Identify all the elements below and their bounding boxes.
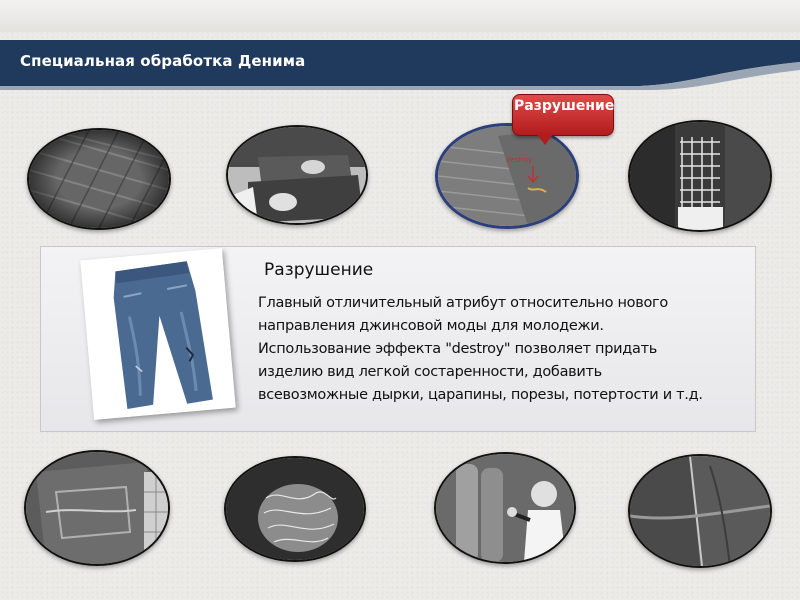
thumbnail-denim-texture[interactable] [27, 128, 171, 230]
content-heading: Разрушение [264, 260, 374, 280]
thumbnail-denim-seams[interactable] [628, 454, 772, 568]
header-band [0, 0, 800, 100]
content-line: Главный отличительный атрибут относительно нового [258, 295, 668, 311]
thumbnail-frayed-denim[interactable] [224, 456, 366, 562]
thumbnail-hands-processing[interactable] [226, 125, 368, 225]
content-body [258, 292, 748, 407]
svg-text:destroy: destroy [506, 156, 533, 164]
jeans-photo [80, 248, 235, 420]
callout-label: Разрушение [514, 98, 615, 114]
thumbnail-worker-spraying[interactable] [434, 452, 576, 564]
callout-tail [536, 133, 554, 145]
content-line: всевозможные дырки, царапины, порезы, потертости и т.д. [258, 387, 703, 403]
thumbnail-destroyed-denim[interactable] [435, 123, 579, 229]
page-title: Специальная обработка Денима [20, 52, 306, 70]
content-line: изделию вид легкой состаренности, добавить [258, 364, 602, 380]
thumbnail-denim-grid-rack[interactable] [628, 120, 772, 232]
thumbnail-jeans-pocket[interactable] [24, 450, 170, 566]
content-line: Использование эффекта "destroy" позволяет придать [258, 341, 657, 357]
content-line: направления джинсовой моды для молодежи. [258, 318, 604, 334]
